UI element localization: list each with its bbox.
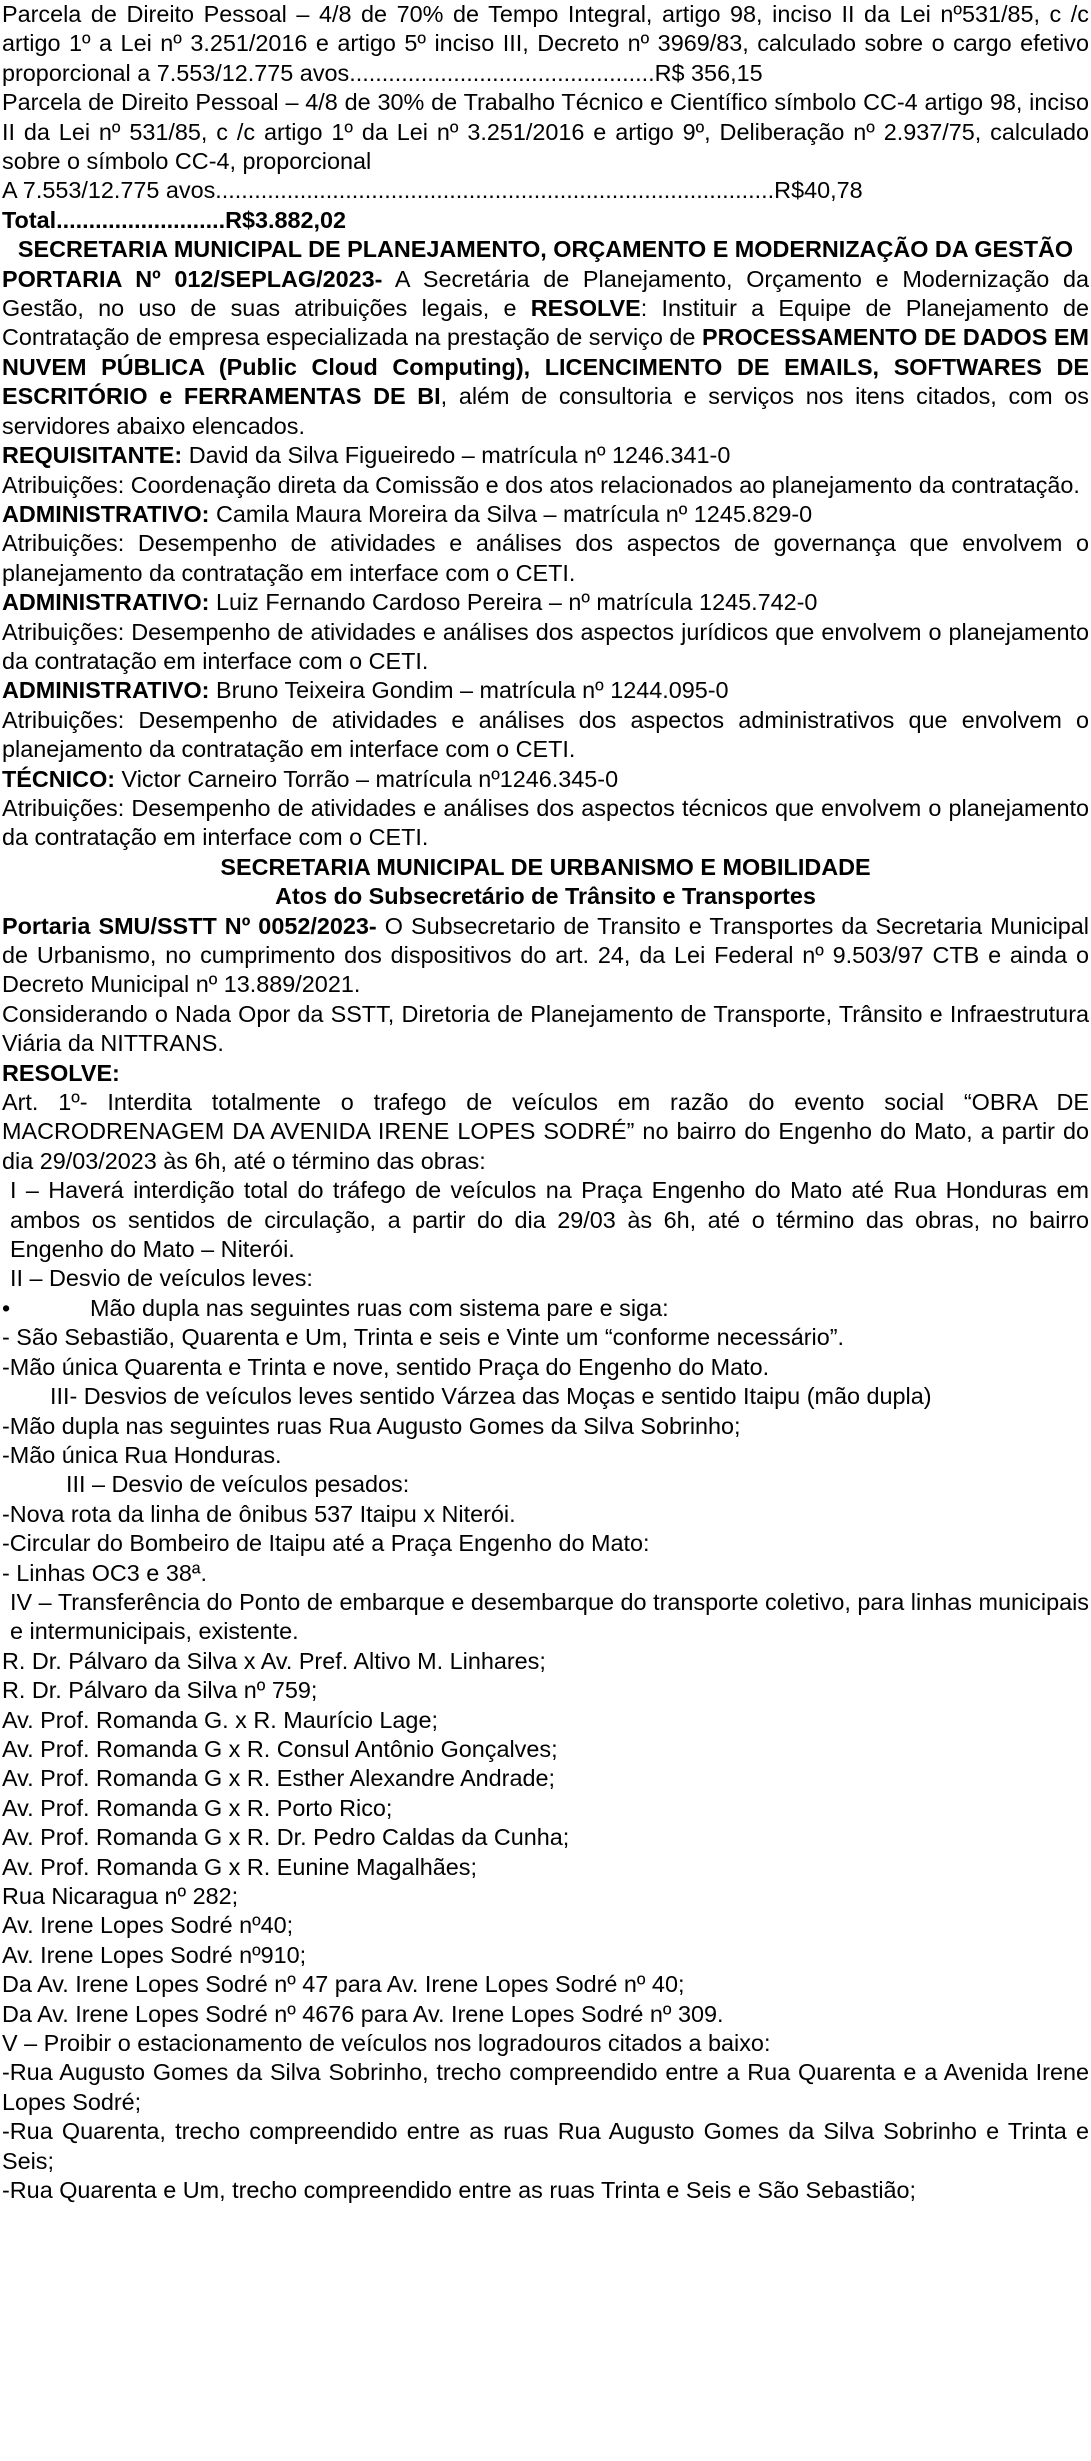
bus-stop-item: Av. Prof. Romanda G. x R. Maurício Lage; [2, 1706, 438, 1733]
item-II: II – Desvio de veículos leves: [10, 1265, 313, 1292]
member-name: Camila Maura Moreira da Silva – matrícula nº 1245.829-0 [209, 500, 813, 527]
bullet-item [2, 1294, 1089, 1323]
member-attributions: Atribuições: Desempenho de atividades e análises dos aspectos administrativos que envolvem o planejamento da contratação em interface com o CETI. [2, 706, 1089, 763]
member-attributions: Atribuições: Desempenho de atividades e análises dos aspectos técnicos que envolvem o planejamento da contratação em interface com o CETI. [2, 794, 1089, 851]
member-attributions: Atribuições: Coordenação direta da Comissão e dos atos relacionados ao planejamento da contratação. [2, 471, 1080, 498]
considerando-paragraph: Considerando o Nada Opor da SSTT, Diretoria de Planejamento de Transporte, Trânsito e Infraestrutura Viária da NITTRANS. [2, 1000, 1089, 1057]
portaria-seplag-text-2: : Instituir a Equipe de Planejamento de Contratação de empresa especializada na prestação de serviço de [2, 295, 1089, 351]
member-role: ADMINISTRATIVO: [2, 500, 210, 527]
total-line: Total..........................R$3.882,02 [2, 206, 347, 233]
item-III-pesados: III – Desvio de veículos pesados: [66, 1471, 410, 1498]
member-role: ADMINISTRATIVO: [2, 589, 210, 616]
bus-stop-item: Da Av. Irene Lopes Sodré nº 4676 para Av. Irene Lopes Sodré nº 309. [2, 2000, 724, 2027]
portaria-smu [2, 912, 1089, 1000]
bus-stop-item: Av. Prof. Romanda G x R. Esther Alexandre Andrade; [2, 1765, 556, 1792]
bus-stop-item: Av. Prof. Romanda G x R. Consul Antônio Gonçalves; [2, 1735, 558, 1762]
item-I: I – Haverá interdição total do tráfego de veículos na Praça Engenho do Mato até Rua Honduras em ambos os sentidos de circulação, a partir do dia 29/03 às 6h, até o término das obras, no bairro Engenho do Mato – Niterói. [10, 1177, 1089, 1263]
portaria-smu-number: Portaria SMU/SSTT Nº 0052/2023- [2, 912, 377, 939]
portaria-seplag-text-3: , além de consultoria e serviços nos itens citados, com os servidores abaixo elencados. [2, 383, 1089, 439]
member-role: ADMINISTRATIVO: [2, 677, 210, 704]
member-administrativo-1 [2, 500, 1089, 529]
portaria-smu-text: O Subsecretario de Transito e Transportes da Secretaria Municipal de Urbanismo, no cumprimento dos dispositivos do art. 24, da Lei Federal nº 9.503/97 CTB e ainda o Decreto Municipal nº 13.889/2021. [2, 912, 1089, 998]
bus-stop-item: Av. Irene Lopes Sodré nº910; [2, 1941, 307, 1968]
bus-stop-item: Av. Prof. Romanda G x R. Eunine Magalhães; [2, 1853, 477, 1880]
bullet-icon: • [2, 1294, 11, 1321]
member-attributions: Atribuições: Desempenho de atividades e análises dos aspectos de governança que envolvem o planejamento da contratação em interface com o CETI. [2, 530, 1089, 586]
member-administrativo-2 [2, 588, 1089, 617]
portaria-seplag [2, 265, 1089, 441]
section-heading-smu: SECRETARIA MUNICIPAL DE URBANISMO E MOBILIDADE [220, 853, 871, 880]
bus-stop-item: R. Dr. Pálvaro da Silva nº 759; [2, 1677, 318, 1704]
article-1: Art. 1º- Interdita totalmente o trafego de veículos em razão do evento social “OBRA DE MACRODRENAGEM DA AVENIDA IRENE LOPES SODRÉ” no bairro do Engenho do Mato, a partir do dia 29/03/2023 às 6h, até o término das obras: [2, 1089, 1089, 1174]
bus-stop-item: Rua Nicaragua nº 282; [2, 1883, 239, 1909]
bus-stop-item: Da Av. Irene Lopes Sodré nº 47 para Av. Irene Lopes Sodré nº 40; [2, 1971, 685, 1998]
service-description: PROCESSAMENTO DE DADOS EM NUVEM PÚBLICA (Public Cloud Computing), LICENCIMENTO DE EMAILS, SOFTWARES DE ESCRITÓRIO e FERRAMENTAS DE BI [2, 324, 1089, 410]
resolve-keyword: RESOLVE [530, 295, 641, 322]
portaria-seplag-text-1: A Secretária de Planejamento, Orçamento e Modernização da Gestão, no uso de suas atribuições legais, e [2, 265, 1089, 322]
list-line: -Nova rota da linha de ônibus 537 Itaipu x Niterói. [2, 1500, 516, 1527]
item-V: V – Proibir o estacionamento de veículos nos logradouros citados a baixo: [2, 2030, 771, 2057]
list-line: -Rua Quarenta, trecho compreendido entre as ruas Rua Augusto Gomes da Silva Sobrinho e Trinta e Seis; [2, 2118, 1089, 2174]
member-name: Victor Carneiro Torrão – matrícula nº1246.345-0 [115, 765, 619, 792]
section-subheading-sstt: Atos do Subsecretário de Trânsito e Transportes [275, 883, 816, 910]
member-role: TÉCNICO: [2, 765, 116, 792]
bus-stop-item: Av. Irene Lopes Sodré nº40; [2, 1912, 294, 1939]
section-heading-seplag: SECRETARIA MUNICIPAL DE PLANEJAMENTO, ORÇAMENTO E MODERNIZAÇÃO DA GESTÃO [17, 236, 1074, 263]
member-name: Luiz Fernando Cardoso Pereira – nº matrícula 1245.742-0 [209, 589, 818, 616]
paragraph-parcela-30: Parcela de Direito Pessoal – 4/8 de 30% de Trabalho Técnico e Científico símbolo CC-4 artigo 98, inciso II da Lei nº 531/85, c /c artigo 1º da Lei nº 3.251/2016 e artigo 9º, Deliberação nº 2.937/75, calculado sobre o símbolo CC-4, proporcional [2, 89, 1089, 175]
resolve-heading: RESOLVE: [2, 1059, 120, 1086]
bullet-text: Mão dupla nas seguintes ruas com sistema pare e siga: [90, 1294, 669, 1321]
list-line: -Circular do Bombeiro de Itaipu até a Praça Engenho do Mato: [2, 1530, 650, 1557]
bus-stop-item: R. Dr. Pálvaro da Silva x Av. Pref. Altivo M. Linhares; [2, 1647, 546, 1674]
item-III-leves: III- Desvios de veículos leves sentido Várzea das Moças e sentido Itaipu (mão dupla) [50, 1383, 932, 1410]
member-name: David da Silva Figueiredo – matrícula nº 1246.341-0 [182, 442, 731, 469]
bus-stop-list [2, 1647, 1089, 2029]
member-name: Bruno Teixeira Gondim – matrícula nº 1244.095-0 [209, 677, 729, 704]
member-requisitante [2, 441, 1089, 470]
list-line: -Rua Quarenta e Um, trecho compreendido entre as ruas Trinta e Seis e São Sebastião; [2, 2177, 917, 2204]
list-line: -Mão dupla nas seguintes ruas Rua Augusto Gomes da Silva Sobrinho; [2, 1412, 741, 1439]
list-line: -Rua Augusto Gomes da Silva Sobrinho, trecho compreendido entre a Rua Quarenta e a Avenida Irene Lopes Sodré; [2, 2059, 1089, 2115]
paragraph-parcela-30-value: A 7.553/12.775 avos......................................................................................R$40,78 [2, 177, 863, 204]
list-line: -Mão única Quarenta e Trinta e nove, sentido Praça do Engenho do Mato. [2, 1353, 770, 1380]
item-IV: IV – Transferência do Ponto de embarque e desembarque do transporte coletivo, para linhas municipais e intermunicipais, existente. [10, 1588, 1089, 1645]
bus-stop-item: Av. Prof. Romanda G x R. Porto Rico; [2, 1794, 393, 1821]
member-role: REQUISITANTE: [2, 442, 183, 469]
list-line: - São Sebastião, Quarenta e Um, Trinta e seis e Vinte um “conforme necessário”. [2, 1324, 845, 1351]
portaria-seplag-number: PORTARIA Nº 012/SEPLAG/2023- [2, 265, 383, 292]
member-tecnico [2, 765, 1089, 794]
bus-stop-item: Av. Prof. Romanda G x R. Dr. Pedro Caldas da Cunha; [2, 1824, 570, 1851]
member-attributions: Atribuições: Desempenho de atividades e análises dos aspectos jurídicos que envolvem o planejamento da contratação em interface com o CETI. [2, 618, 1089, 674]
member-administrativo-3 [2, 676, 1089, 705]
list-line: -Mão única Rua Honduras. [2, 1441, 282, 1468]
list-line: - Linhas OC3 e 38ª. [2, 1559, 207, 1586]
paragraph-parcela-70: Parcela de Direito Pessoal – 4/8 de 70% de Tempo Integral, artigo 98, inciso II da Lei nº531/85, c /c artigo 1º a Lei nº 3.251/2016 e artigo 5º inciso III, Decreto nº 3969/83, calculado sobre o cargo efetivo proporcional a 7.553/12.775 avos...............................................R$ 356,15 [2, 1, 1089, 86]
